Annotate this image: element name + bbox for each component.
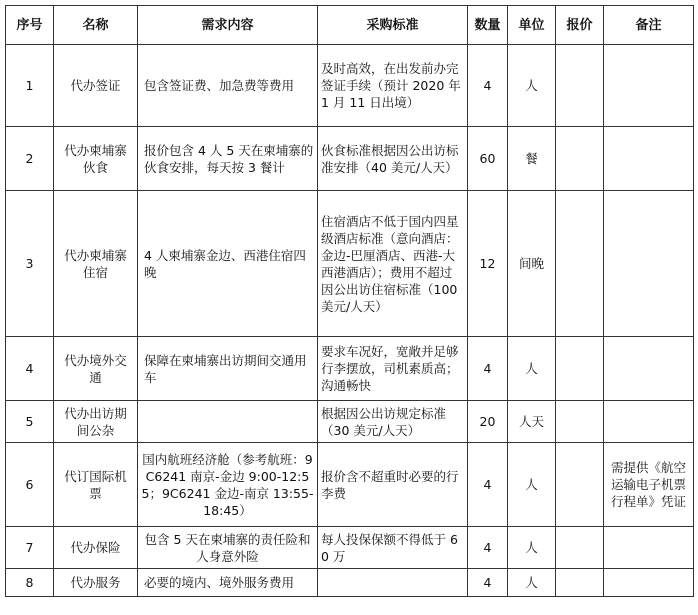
- cell-name: 代办服务: [54, 569, 138, 597]
- cell-unit: 餐: [508, 127, 556, 191]
- cell-qty: 4: [468, 45, 508, 127]
- cell-no: 5: [6, 401, 54, 443]
- cell-note: [604, 45, 694, 127]
- cell-standard: 及时高效，在出发前办完签证手续（预计 2020 年 1 月 11 日出境）: [318, 45, 468, 127]
- cell-price: [556, 443, 604, 527]
- cell-unit: 人: [508, 569, 556, 597]
- cell-content: 包含签证费、加急费等费用: [138, 45, 318, 127]
- cell-qty: 4: [468, 337, 508, 401]
- cell-standard: 报价含不超重时必要的行李费: [318, 443, 468, 527]
- cell-no: 6: [6, 443, 54, 527]
- cell-note: [604, 127, 694, 191]
- cell-no: 1: [6, 45, 54, 127]
- cell-note: [604, 191, 694, 337]
- cell-note: [604, 569, 694, 597]
- cell-standard: 要求车况好，宽敞并足够行李摆放，司机素质高；沟通畅快: [318, 337, 468, 401]
- cell-name: 代办境外交通: [54, 337, 138, 401]
- cell-no: 8: [6, 569, 54, 597]
- cell-name: 代办柬埔寨住宿: [54, 191, 138, 337]
- header-unit: 单位: [508, 6, 556, 45]
- cell-standard: 根据因公出访规定标准（30 美元/人天）: [318, 401, 468, 443]
- cell-no: 2: [6, 127, 54, 191]
- cell-price: [556, 401, 604, 443]
- cell-unit: 人: [508, 527, 556, 569]
- table-row: [6, 527, 694, 569]
- cell-standard: 住宿酒店不低于国内四星级酒店标准（意向酒店：金边-巴厘酒店、西港-大西港酒店）；费用不超过因公出访住宿标准（100 美元/人天）: [318, 191, 468, 337]
- table-row: [6, 569, 694, 597]
- cell-no: 3: [6, 191, 54, 337]
- cell-qty: 4: [468, 527, 508, 569]
- cell-name: 代办出访期间公杂: [54, 401, 138, 443]
- cell-qty: 20: [468, 401, 508, 443]
- cell-price: [556, 191, 604, 337]
- cell-standard: 伙食标准根据因公出访标准安排（40 美元/人天）: [318, 127, 468, 191]
- cell-note: 需提供《航空运输电子机票行程单》凭证: [604, 443, 694, 527]
- cell-content: 报价包含 4 人 5 天在柬埔寨的伙食安排，每天按 3 餐计: [138, 127, 318, 191]
- header-qty: 数量: [468, 6, 508, 45]
- header-name: 名称: [54, 6, 138, 45]
- cell-qty: 12: [468, 191, 508, 337]
- cell-content: 保障在柬埔寨出访期间交通用车: [138, 337, 318, 401]
- cell-name: 代办签证: [54, 45, 138, 127]
- cell-price: [556, 569, 604, 597]
- cell-name: 代订国际机票: [54, 443, 138, 527]
- cell-no: 4: [6, 337, 54, 401]
- cell-standard: 每人投保保额不得低于 60 万: [318, 527, 468, 569]
- cell-note: [604, 401, 694, 443]
- cell-no: 7: [6, 527, 54, 569]
- header-note: 备注: [604, 6, 694, 45]
- cell-qty: 4: [468, 569, 508, 597]
- cell-unit: 人: [508, 443, 556, 527]
- table-row: [6, 45, 694, 127]
- procurement-table: [5, 5, 694, 597]
- header-price: 报价: [556, 6, 604, 45]
- header-row: [6, 6, 694, 45]
- cell-standard: [318, 569, 468, 597]
- table-row: [6, 191, 694, 337]
- cell-content: [138, 401, 318, 443]
- header-no: 序号: [6, 6, 54, 45]
- cell-price: [556, 45, 604, 127]
- cell-unit: 间晚: [508, 191, 556, 337]
- table-row: [6, 443, 694, 527]
- table-row: [6, 401, 694, 443]
- header-standard: 采购标准: [318, 6, 468, 45]
- cell-unit: 人: [508, 45, 556, 127]
- cell-unit: 人: [508, 337, 556, 401]
- cell-name: 代办保险: [54, 527, 138, 569]
- table-row: [6, 337, 694, 401]
- cell-price: [556, 337, 604, 401]
- header-content: 需求内容: [138, 6, 318, 45]
- cell-content: 国内航班经济舱（参考航班：9C6241 南京-金边 9:00-12:55；9C6241 金边-南京 13:55-18:45）: [138, 443, 318, 527]
- cell-name: 代办柬埔寨伙食: [54, 127, 138, 191]
- cell-content: 必要的境内、境外服务费用: [138, 569, 318, 597]
- cell-content: 4 人柬埔寨金边、西港住宿四晚: [138, 191, 318, 337]
- table-row: [6, 127, 694, 191]
- cell-note: [604, 527, 694, 569]
- cell-unit: 人天: [508, 401, 556, 443]
- cell-content: 包含 5 天在柬埔寨的责任险和人身意外险: [138, 527, 318, 569]
- cell-qty: 4: [468, 443, 508, 527]
- cell-note: [604, 337, 694, 401]
- cell-qty: 60: [468, 127, 508, 191]
- cell-price: [556, 527, 604, 569]
- cell-price: [556, 127, 604, 191]
